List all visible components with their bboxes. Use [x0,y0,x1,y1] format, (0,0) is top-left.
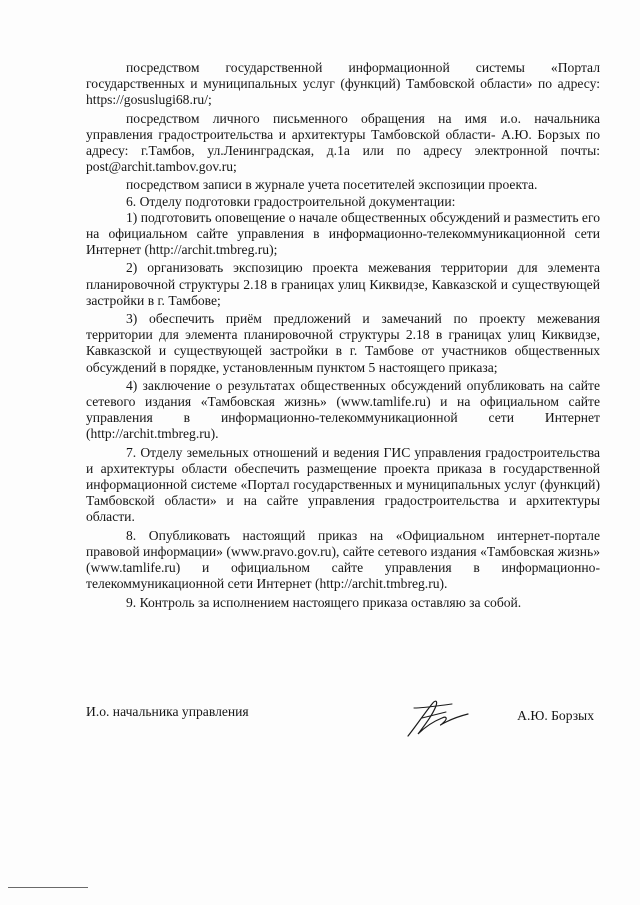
paragraph-item-6-3: 3) обеспечить приём предложений и замечаний по проекту межевания территории для элемента планировочной структуры 2.18 в границах улиц Киквидзе, Кавказской и существующей застройки в г. Тамбове от участников общественных обсуждений в порядке, установленным пунктом 5 настоящего приказа; [86,311,600,375]
document-body [86,60,600,611]
paragraph-personal-appeal: посредством личного письменного обращения на имя и.о. начальника управления градостроительства и архитектуры Тамбовской области- А.Ю. Борзых по адресу: г.Тамбов, ул.Ленинградская, д.1а или по адресу электронной почты: post@archit.tambov.gov.ru; [86,110,600,175]
paragraph-item-8: 8. Опубликовать настоящий приказ на «Официальном интернет-портале правовой информации» (www.pravo.gov.ru), сайте сетевого издания «Тамбовская жизнь» (www.tamlife.ru) и официальном сайте управления в информационно-телекоммуникационной сети Интернет (http://archit.tmbreg.ru). [86,527,600,592]
paragraph-item-6: 6. Отделу подготовки градостроительной документации: [126,193,456,209]
signer-title: И.о. начальника управления [86,704,249,719]
signer-name: А.Ю. Борзых [517,708,594,723]
paragraph-gosuslugi: посредством государственной информационной системы «Портал государственных и муниципальных услуг (функций) Тамбовской области» по адресу: https://gosuslugi68.ru/; [86,60,600,108]
signature-block [86,696,600,746]
paragraph-item-6-2: 2) организовать экспозицию проекта межевания территории для элемента планировочной структуры 2.18 в границах улиц Киквидзе, Кавказской и существующей застройки в г. Тамбове; [86,260,600,308]
paragraph-item-6-4: 4) заключение о результатах общественных обсуждений опубликовать на сайте сетевого издания «Тамбовская жизнь» (www.tamlife.ru) и на официальном сайте управления в информационно-телекоммуникационной сети Интернет (http://archit.tmbreg.ru). [86,377,600,442]
handwritten-signature [402,696,482,744]
paragraph-item-7: 7. Отделу земельных отношений и ведения ГИС управления градостроительства и архитектуры области обеспечить размещение проекта приказа в государственной информационной системе «Портал государственных и муниципальных услуг (функций) Тамбовской области» и на сайте управления градостроительства и архитектуры области. [86,444,600,525]
paragraph-journal-record: посредством записи в журнале учета посетителей экспозиции проекта. [126,177,538,193]
paragraph-item-6-1: 1) подготовить оповещение о начале общественных обсуждений и разместить его на официальном сайте управления в информационно-телекоммуникационной сети Интернет (http://archit.tmbreg.ru); [86,209,600,258]
paragraph-item-9: 9. Контроль за исполнением настоящего приказа оставляю за собой. [126,594,522,610]
footer-divider [8,887,88,888]
